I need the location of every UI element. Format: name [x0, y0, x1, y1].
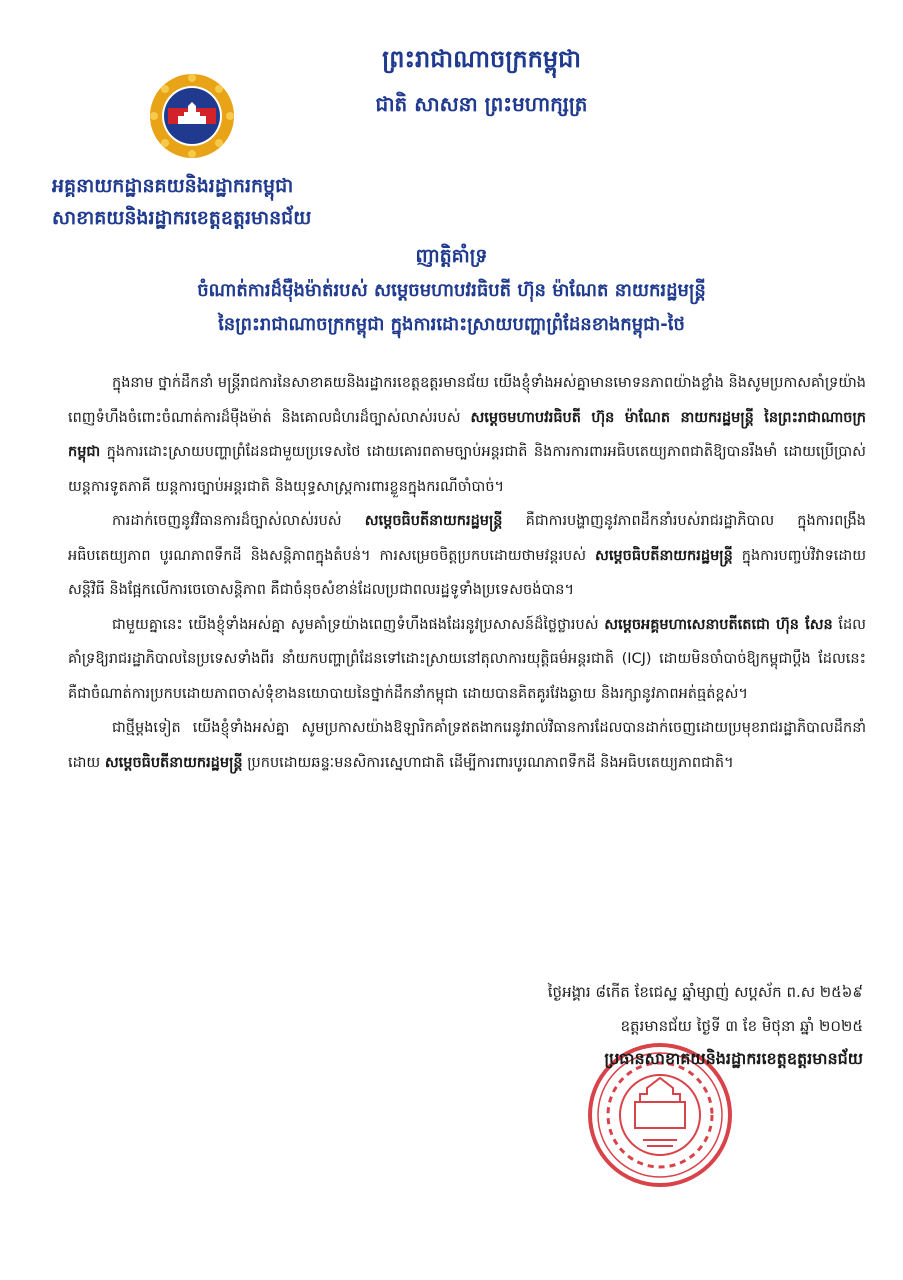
- document-body: [68, 366, 866, 780]
- paragraph-text: ជាមួយគ្នានេះ យើងខ្ញុំទាំងអស់គ្នា សូមគាំទ្រយ៉ាងពេញទំហឹងផងដែរនូវប្រសាសន៍ដ៏ថ្លៃថ្លារបស់: [112, 616, 605, 633]
- paragraph-text: គឺជាការបង្ហាញនូវភាពដឹកនាំរបស់រាជរដ្ឋាភិបាល ក្នុងការពង្រឹងអធិបតេយ្យភាព បូរណភាពទឹកដី និងសន្តិភាពក្នុងតំបន់។ ការសម្រេចចិត្តប្រកបដោយថាមវន្តរបស់: [68, 513, 867, 564]
- organization-line-1: អគ្គនាយកដ្ឋានគយនិងរដ្ឋាករកម្ពុជា: [52, 175, 294, 197]
- paragraph-text: ក្នុងការបញ្ចប់វិវាទដោយសន្តិវិធី និងផ្អែកលើការចេចោសន្តិភាព គឺជាចំនុចសំខាន់ដែលប្រជាពលរដ្ឋទូទាំងប្រទេសចង់បាន។: [68, 547, 866, 598]
- lunar-date: ថ្ងៃអង្គារ ៨កើត ខែជេស្ឋ ឆ្នាំម្សាញ់ សប្តស័ក ព.ស ២៥៦៩: [547, 983, 863, 1001]
- paragraph-text: ជាថ្មីម្តងទៀត យើងខ្ញុំទាំងអស់គ្នា សូមប្រកាសយ៉ាងឱឡារិកគាំទ្រឥតងាករេនូវរាល់វិធានការដែលបានដាក់ចេញដោយប្រមុខរាជរដ្ឋាភិបាលដឹកនាំដោយ: [68, 720, 866, 771]
- paragraph-text: ក្នុងការដោះស្រាយបញ្ហាព្រំដែនជាមួយប្រទេសថៃ ដោយគោរពតាមច្បាប់អន្តរជាតិ និងការការពារអធិបតេយ្យភាពជាតិឱ្យបានរឹងមាំ ដោយប្រើប្រាស់យន្តការទូតភាគី យន្តការច្បាប់អន្តរជាតិ និងយុទ្ធសាស្ត្រការពារខ្លួនក្នុងករណីចាំបាច់។: [68, 444, 866, 495]
- paragraph-text: ប្រកបដោយឆន្ទៈមនសិការស្នេហាជាតិ ដើម្បីការពារបូរណភាពទឹកដី និងអធិបតេយ្យភាពជាតិ។: [242, 754, 734, 771]
- organization-name: [52, 170, 311, 234]
- organization-line-2: សាខាគយនិងរដ្ឋាករខេត្តឧត្តរមានជ័យ: [52, 207, 312, 229]
- document-heading: [0, 238, 903, 342]
- place-date: ឧត្តរមានជ័យ ថ្ងៃទី ៣ ខែ មិថុនា ឆ្នាំ ២០២៥: [620, 1017, 863, 1035]
- paragraph-3: [68, 608, 866, 712]
- bold-name: សម្តេចមហាបវរធិបតី ហ៊ុន ម៉ាណែត នាយករដ្ឋមន្ត្រី នៃព្រះរាជាណាចក្រកម្ពុជា: [68, 409, 866, 460]
- subject-line-2: នៃព្រះរាជាណាចក្រកម្ពុជា ក្នុងការដោះស្រាយបញ្ហាព្រំដែនខាងកម្ពុជា-ថៃ: [218, 314, 685, 335]
- document-type-title: ញាត្តិគាំទ្រ: [415, 245, 488, 267]
- paragraph-text: ដែលគាំទ្រឱ្យរាជរដ្ឋាភិបាលនៃប្រទេសទាំងពីរ នាំយកបញ្ហាព្រំដែនទៅដោះស្រាយនៅតុលាការយុត្តិធម៌អន្តរជាតិ (ICJ) ដោយមិនចាំបាច់ឱ្យកម្ពុជាប្តឹង ដែលនេះគឺជាចំណាត់ការប្រកបដោយភាពចាស់ទុំខាងនយោបាយនៃថ្នាក់ដឹកនាំកម្ពុជា ដោយបានគិតគូរវែងឆ្ងាយ និងរក្សានូវភាពអត់ធ្មត់ខ្ពស់។: [68, 616, 866, 702]
- date-block: [548, 975, 863, 1043]
- subject-line-1: ចំណាត់ការដ៏ម៉ឺងម៉ាត់របស់ សម្តេចមហាបវរធិបតី ហ៊ុន ម៉ាណែត នាយករដ្ឋមន្ត្រី: [197, 280, 706, 301]
- bold-name: សម្តេចធិបតីនាយករដ្ឋមន្ត្រី: [364, 513, 503, 529]
- paragraph-2: [68, 504, 866, 608]
- paragraph-text: ក្នុងនាម ថ្នាក់ដឹកនាំ មន្ត្រីរាជការនៃសាខាគយនិងរដ្ឋាករខេត្តឧត្តរមានជ័យ យើងខ្ញុំទាំងអស់គ្នាមានមោទនភាពយ៉ាងខ្លាំង និងសូមប្រកាសគាំទ្រយ៉ាងពេញទំហឹងចំពោះចំណាត់ការដ៏ម៉ឺងម៉ាត់ និងគោលជំហរដ៏ច្បាស់លាស់របស់: [68, 375, 866, 426]
- bold-name: សម្តេចអគ្គមហាសេនាបតីតេជោ ហ៊ុន សែន: [604, 616, 833, 633]
- customs-logo-icon: [148, 72, 236, 160]
- paragraph-1: [68, 366, 866, 504]
- kingdom-title: ព្រះរាជាណាចក្រកម្ពុជា: [382, 45, 581, 73]
- bold-name: សម្តេចធិបតីនាយករដ្ឋមន្ត្រី: [104, 754, 243, 771]
- paragraph-4: [68, 711, 866, 780]
- kingdom-header: [0, 44, 903, 121]
- paragraph-text: ការដាក់ចេញនូវវិធានការដ៏ច្បាស់លាស់របស់: [112, 513, 365, 529]
- national-motto: ជាតិ សាសនា ព្រះមហាក្សត្រ: [375, 92, 588, 116]
- bold-name: សម្តេចធិបតីនាយករដ្ឋមន្ត្រី: [595, 547, 733, 564]
- signer-title: ប្រធានសាខាគយនិងរដ្ឋាករខេត្តឧត្តរមានជ័យ: [604, 1049, 863, 1068]
